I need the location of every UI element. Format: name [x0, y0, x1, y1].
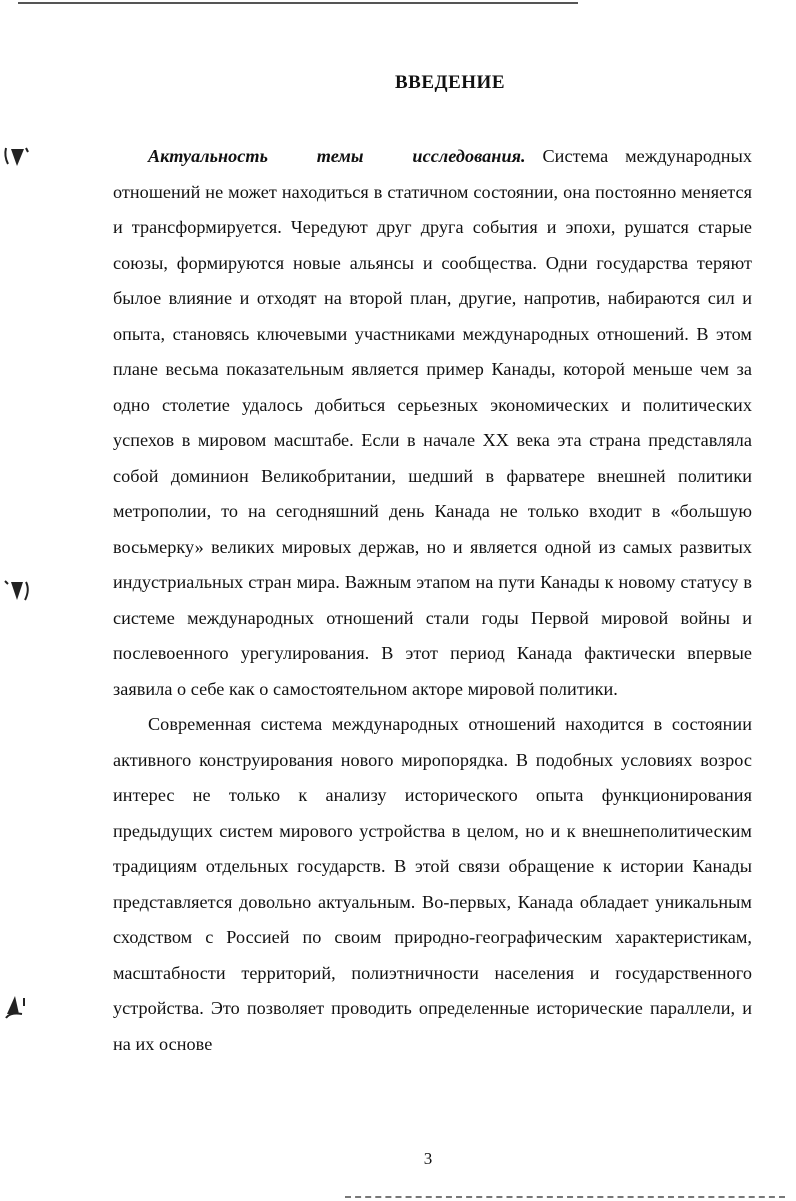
- scan-mark-icon: [2, 142, 32, 172]
- bottom-scan-rule: [345, 1196, 785, 1198]
- scan-mark-icon: [2, 992, 32, 1022]
- top-scan-rule: [18, 2, 578, 4]
- paragraph-lead: Актуальность темы исследования.: [148, 146, 526, 166]
- paragraph: [113, 707, 752, 1062]
- page-title: ВВЕДЕНИЕ: [395, 72, 505, 93]
- paragraph-text: Современная система международных отношений находится в состоянии активного конструирования нового миропорядка. В подобных условиях возрос интерес не только к анализу исторического опыта функционирования предыдущих систем мирового устройства в целом, но и к внешнеполитическим традициям отдельных государств. В этой связи обращение к истории Канады представляется довольно актуальным. Во-первых, Канада обладает уникальным сходством с Россией по своим природно-географическим характеристикам, масштабности территорий, полиэтничности населения и государственного устройства. Это позволяет проводить определенные исторические параллели, и на их основе: [113, 714, 752, 1054]
- scan-mark-icon: [2, 576, 32, 606]
- body-text: [113, 139, 752, 1062]
- page-number: 3: [423, 1149, 433, 1168]
- paragraph: [113, 139, 752, 707]
- paragraph-text: Система международных отношений не может находиться в статичном состоянии, она постоянно меняется и трансформируется. Чередуют друг друга события и эпохи, рушатся старые союзы, формируются новые альянсы и сообщества. Одни государства теряют былое влияние и отходят на второй план, другие, напротив, набираются сил и опыта, становясь ключевыми участниками международных отношений. В этом плане весьма показательным является пример Канады, которой меньше чем за одно столетие удалось добиться серьезных экономических и политических успехов в мировом масштабе. Если в начале XX века эта страна представляла собой доминион Великобритании, шедший в фарватере внешней политики метрополии, то на сегодняшний день Канада не только входит в «большую восьмерку» великих мировых держав, но и является одной из самых развитых индустриальных стран мира. Важным этапом на пути Канады к новому статусу в системе международных отношений стали годы Первой мировой войны и послевоенного урегулирования. В этот период Канада фактически впервые заявила о себе как о самостоятельном акторе мировой политики.: [113, 146, 753, 699]
